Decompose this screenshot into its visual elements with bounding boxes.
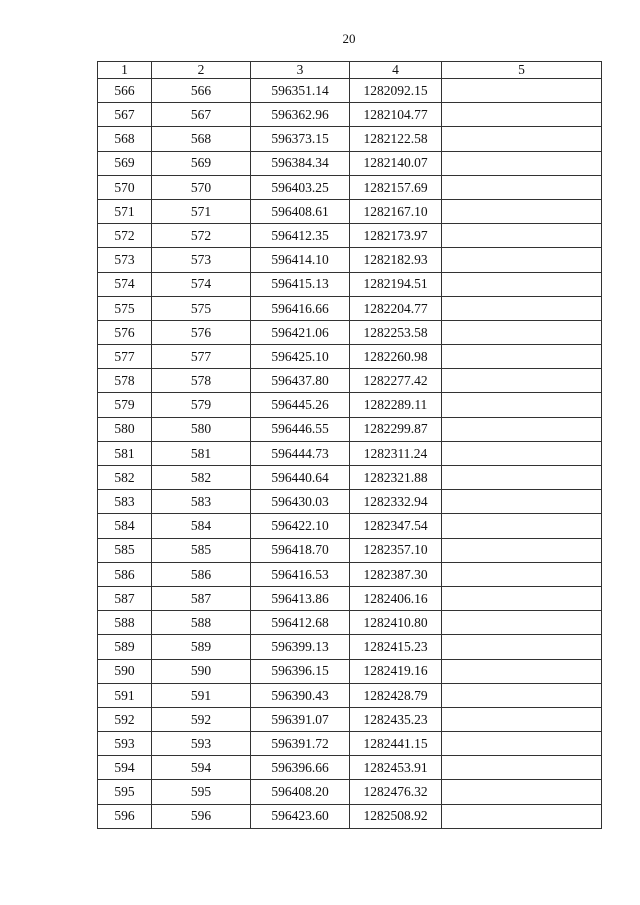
table-row [98,659,602,683]
table-row [98,79,602,103]
x-coordinate-cell: 596440.64 [251,466,350,490]
x-coordinate-cell: 596408.20 [251,780,350,804]
note-cell [442,199,602,223]
note-cell [442,756,602,780]
table-row [98,780,602,804]
x-coordinate-cell: 596446.55 [251,417,350,441]
point-id-cell: 579 [152,393,251,417]
y-coordinate-cell: 1282167.10 [350,199,442,223]
point-id-cell: 594 [152,756,251,780]
note-cell [442,490,602,514]
y-coordinate-cell: 1282508.92 [350,804,442,828]
x-coordinate-cell: 596437.80 [251,369,350,393]
x-coordinate-cell: 596416.66 [251,296,350,320]
table-row [98,538,602,562]
y-coordinate-cell: 1282332.94 [350,490,442,514]
table-row [98,611,602,635]
note-cell [442,224,602,248]
y-coordinate-cell: 1282122.58 [350,127,442,151]
point-id-cell: 586 [152,562,251,586]
y-coordinate-cell: 1282104.77 [350,103,442,127]
point-id-cell: 592 [152,707,251,731]
note-cell [442,611,602,635]
point-id-cell: 585 [152,538,251,562]
x-coordinate-cell: 596391.07 [251,707,350,731]
note-cell [442,562,602,586]
y-coordinate-cell: 1282441.15 [350,732,442,756]
x-coordinate-cell: 596445.26 [251,393,350,417]
point-id-cell: 577 [152,345,251,369]
point-id-cell: 588 [152,611,251,635]
point-number-cell: 586 [98,562,152,586]
note-cell [442,79,602,103]
table-row [98,199,602,223]
point-id-cell: 596 [152,804,251,828]
x-coordinate-cell: 596412.35 [251,224,350,248]
note-cell [442,732,602,756]
note-cell [442,175,602,199]
x-coordinate-cell: 596415.13 [251,272,350,296]
table-row [98,490,602,514]
point-number-cell: 570 [98,175,152,199]
table-row [98,127,602,151]
y-coordinate-cell: 1282092.15 [350,79,442,103]
x-coordinate-cell: 596423.60 [251,804,350,828]
table-row [98,586,602,610]
y-coordinate-cell: 1282387.30 [350,562,442,586]
point-id-cell: 578 [152,369,251,393]
y-coordinate-cell: 1282277.42 [350,369,442,393]
y-coordinate-cell: 1282311.24 [350,441,442,465]
y-coordinate-cell: 1282253.58 [350,320,442,344]
x-coordinate-cell: 596425.10 [251,345,350,369]
x-coordinate-cell: 596430.03 [251,490,350,514]
point-id-cell: 584 [152,514,251,538]
y-coordinate-cell: 1282182.93 [350,248,442,272]
y-coordinate-cell: 1282406.16 [350,586,442,610]
point-id-cell: 587 [152,586,251,610]
point-number-cell: 569 [98,151,152,175]
note-cell [442,466,602,490]
note-cell [442,248,602,272]
point-id-cell: 593 [152,732,251,756]
x-coordinate-cell: 596422.10 [251,514,350,538]
x-coordinate-cell: 596403.25 [251,175,350,199]
y-coordinate-cell: 1282347.54 [350,514,442,538]
x-coordinate-cell: 596444.73 [251,441,350,465]
point-id-cell: 583 [152,490,251,514]
y-coordinate-cell: 1282453.91 [350,756,442,780]
note-cell [442,659,602,683]
x-coordinate-cell: 596412.68 [251,611,350,635]
x-coordinate-cell: 596362.96 [251,103,350,127]
column-header-4: 4 [350,62,442,79]
table-row [98,393,602,417]
note-cell [442,441,602,465]
point-id-cell: 573 [152,248,251,272]
table-row [98,296,602,320]
point-number-cell: 584 [98,514,152,538]
note-cell [442,635,602,659]
note-cell [442,780,602,804]
point-id-cell: 566 [152,79,251,103]
header-row [98,62,602,79]
table-row [98,514,602,538]
column-header-5: 5 [442,62,602,79]
point-number-cell: 589 [98,635,152,659]
x-coordinate-cell: 596396.66 [251,756,350,780]
table-row [98,441,602,465]
point-number-cell: 583 [98,490,152,514]
point-id-cell: 567 [152,103,251,127]
point-number-cell: 582 [98,466,152,490]
y-coordinate-cell: 1282415.23 [350,635,442,659]
note-cell [442,272,602,296]
point-number-cell: 590 [98,659,152,683]
point-number-cell: 592 [98,707,152,731]
y-coordinate-cell: 1282410.80 [350,611,442,635]
note-cell [442,586,602,610]
table-row [98,320,602,344]
point-number-cell: 585 [98,538,152,562]
note-cell [442,127,602,151]
y-coordinate-cell: 1282204.77 [350,296,442,320]
point-number-cell: 575 [98,296,152,320]
y-coordinate-cell: 1282428.79 [350,683,442,707]
table-row [98,562,602,586]
page-number: 20 [342,31,356,46]
point-id-cell: 576 [152,320,251,344]
point-number-cell: 580 [98,417,152,441]
note-cell [442,296,602,320]
x-coordinate-cell: 596418.70 [251,538,350,562]
table-header [98,62,602,79]
table-row [98,732,602,756]
note-cell [442,151,602,175]
x-coordinate-cell: 596396.15 [251,659,350,683]
table-row [98,417,602,441]
note-cell [442,707,602,731]
point-id-cell: 589 [152,635,251,659]
table-row [98,635,602,659]
table-row [98,466,602,490]
point-number-cell: 577 [98,345,152,369]
point-number-cell: 579 [98,393,152,417]
y-coordinate-cell: 1282476.32 [350,780,442,804]
point-id-cell: 575 [152,296,251,320]
y-coordinate-cell: 1282194.51 [350,272,442,296]
point-id-cell: 590 [152,659,251,683]
point-number-cell: 596 [98,804,152,828]
point-id-cell: 580 [152,417,251,441]
y-coordinate-cell: 1282157.69 [350,175,442,199]
x-coordinate-cell: 596421.06 [251,320,350,344]
point-id-cell: 572 [152,224,251,248]
column-header-2: 2 [152,62,251,79]
x-coordinate-cell: 596384.34 [251,151,350,175]
y-coordinate-cell: 1282140.07 [350,151,442,175]
x-coordinate-cell: 596399.13 [251,635,350,659]
point-number-cell: 595 [98,780,152,804]
column-header-3: 3 [251,62,350,79]
point-id-cell: 574 [152,272,251,296]
point-number-cell: 567 [98,103,152,127]
table-row [98,756,602,780]
point-id-cell: 595 [152,780,251,804]
point-number-cell: 574 [98,272,152,296]
point-number-cell: 578 [98,369,152,393]
table-row [98,151,602,175]
point-id-cell: 582 [152,466,251,490]
point-number-cell: 576 [98,320,152,344]
y-coordinate-cell: 1282260.98 [350,345,442,369]
y-coordinate-cell: 1282321.88 [350,466,442,490]
table-row [98,683,602,707]
point-id-cell: 571 [152,199,251,223]
note-cell [442,393,602,417]
x-coordinate-cell: 596391.72 [251,732,350,756]
point-number-cell: 588 [98,611,152,635]
table-row [98,175,602,199]
point-number-cell: 566 [98,79,152,103]
table-row [98,103,602,127]
point-number-cell: 594 [98,756,152,780]
point-number-cell: 591 [98,683,152,707]
point-number-cell: 587 [98,586,152,610]
point-number-cell: 571 [98,199,152,223]
point-id-cell: 570 [152,175,251,199]
note-cell [442,514,602,538]
point-id-cell: 581 [152,441,251,465]
note-cell [442,320,602,344]
table-row [98,804,602,828]
note-cell [442,417,602,441]
x-coordinate-cell: 596390.43 [251,683,350,707]
point-id-cell: 591 [152,683,251,707]
y-coordinate-cell: 1282289.11 [350,393,442,417]
y-coordinate-cell: 1282299.87 [350,417,442,441]
point-number-cell: 581 [98,441,152,465]
table-row [98,224,602,248]
coordinates-table [97,61,602,829]
table-row [98,272,602,296]
y-coordinate-cell: 1282435.23 [350,707,442,731]
x-coordinate-cell: 596416.53 [251,562,350,586]
point-number-cell: 568 [98,127,152,151]
note-cell [442,369,602,393]
x-coordinate-cell: 596414.10 [251,248,350,272]
x-coordinate-cell: 596413.86 [251,586,350,610]
point-number-cell: 593 [98,732,152,756]
note-cell [442,103,602,127]
x-coordinate-cell: 596351.14 [251,79,350,103]
y-coordinate-cell: 1282419.16 [350,659,442,683]
table-row [98,248,602,272]
y-coordinate-cell: 1282173.97 [350,224,442,248]
x-coordinate-cell: 596408.61 [251,199,350,223]
note-cell [442,538,602,562]
table-row [98,707,602,731]
point-number-cell: 573 [98,248,152,272]
column-header-1: 1 [98,62,152,79]
point-id-cell: 568 [152,127,251,151]
table-body [98,79,602,829]
table-row [98,369,602,393]
note-cell [442,683,602,707]
y-coordinate-cell: 1282357.10 [350,538,442,562]
table-row [98,345,602,369]
x-coordinate-cell: 596373.15 [251,127,350,151]
note-cell [442,804,602,828]
point-number-cell: 572 [98,224,152,248]
point-id-cell: 569 [152,151,251,175]
note-cell [442,345,602,369]
